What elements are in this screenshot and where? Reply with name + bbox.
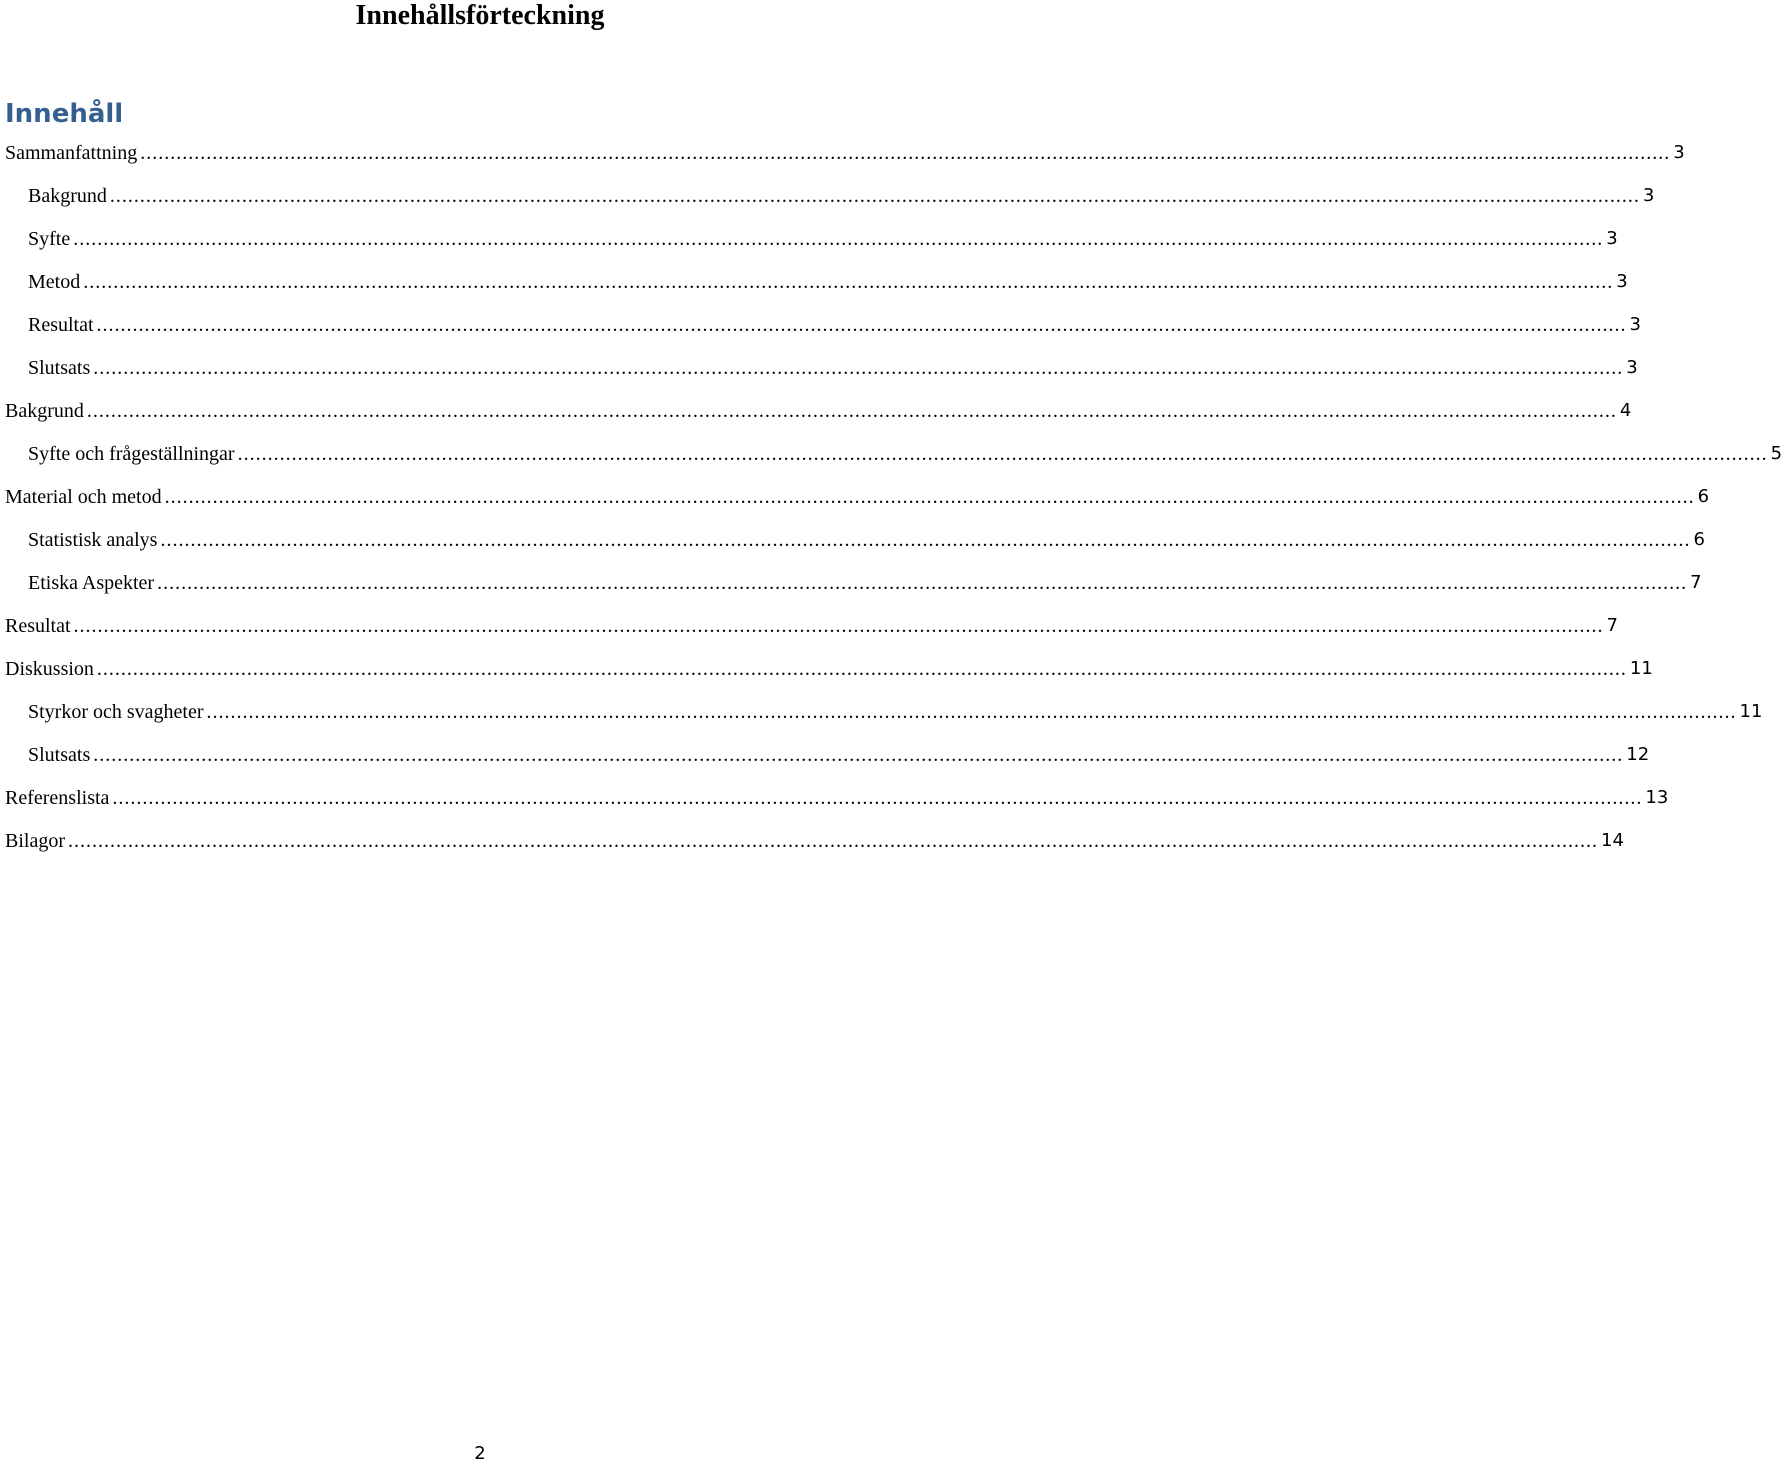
toc-leader-dots: ............................................................................................................................................................................................................................................................... [206,701,1737,723]
toc-entry-page: 14 [1601,830,1624,851]
toc-leader-dots: ............................................................................................................................................................................................................................................................... [93,744,1624,766]
toc-leader-dots: ............................................................................................................................................................................................................................................................... [96,658,1627,680]
toc-entry-label: Etiska Aspekter [28,572,155,594]
toc-entry-page: 11 [1739,701,1763,722]
toc-leader-dots: ............................................................................................................................................................................................................................................................... [86,400,1617,422]
toc-entry-label: Resultat [28,314,94,336]
toc-entry-styrkor-och-svagheter[interactable] [28,694,1763,724]
toc-entry-page: 6 [1693,529,1705,550]
toc-leader-dots: ............................................................................................................................................................................................................................................................... [112,787,1643,809]
toc-leader-dots: ............................................................................................................................................................................................................................................................... [73,615,1604,637]
toc-entry-metod[interactable] [28,264,1628,294]
toc-entry-label: Resultat [5,615,71,637]
toc-entry-label: Statistisk analys [28,529,158,551]
toc-leader-dots: ............................................................................................................................................................................................................................................................... [140,142,1671,164]
toc-entry-page: 3 [1616,271,1628,292]
toc-entry-resultat-sub[interactable] [28,307,1641,337]
document-title: Innehållsförteckning [355,0,605,31]
toc-entry-bakgrund[interactable] [5,393,1632,423]
toc-leader-dots: ............................................................................................................................................................................................................................................................... [93,357,1624,379]
toc-entry-etiska-aspekter[interactable] [28,565,1702,595]
toc-entry-page: 7 [1690,572,1702,593]
toc-entry-statistisk-analys[interactable] [28,522,1705,552]
toc-entry-material-och-metod[interactable] [5,479,1710,509]
toc-leader-dots: ............................................................................................................................................................................................................................................................... [109,185,1640,207]
toc-entry-page: 7 [1606,615,1618,636]
toc-entry-page: 11 [1629,658,1653,679]
toc-leader-dots: ............................................................................................................................................................................................................................................................... [164,486,1695,508]
toc-entry-label: Slutsats [28,744,91,766]
toc-entry-page: 3 [1606,228,1618,249]
toc-heading: Innehåll [5,99,124,129]
toc-entry-label: Metod [28,271,81,293]
toc-entry-label: Sammanfattning [5,142,138,164]
toc-entry-page: 3 [1629,314,1641,335]
toc-entry-bakgrund-sub[interactable] [28,178,1655,208]
toc-entry-syfte-och-fragestallningar[interactable] [28,436,1782,466]
toc-entry-page: 3 [1642,185,1655,206]
toc-leader-dots: ............................................................................................................................................................................................................................................................... [237,443,1768,465]
toc-entry-page: 12 [1626,744,1650,765]
toc-entry-label: Referenslista [5,787,110,809]
toc-entry-page: 13 [1645,787,1669,808]
toc-entry-page: 4 [1619,400,1632,421]
toc-leader-dots: ............................................................................................................................................................................................................................................................... [73,228,1604,250]
toc-leader-dots: ............................................................................................................................................................................................................................................................... [83,271,1614,293]
toc-entry-bilagor[interactable] [5,823,1624,853]
toc-entry-label: Bakgrund [28,185,107,207]
toc-entry-syfte[interactable] [28,221,1618,251]
toc-entry-referenslista[interactable] [5,780,1669,810]
toc-leader-dots: ............................................................................................................................................................................................................................................................... [157,572,1688,594]
toc-entry-label: Styrkor och svagheter [28,701,204,723]
toc-entry-sammanfattning[interactable] [5,135,1685,165]
toc-entry-label: Bakgrund [5,400,84,422]
toc-entry-label: Syfte och frågeställningar [28,443,235,465]
toc-entry-slutsats[interactable] [28,737,1650,767]
toc-entry-page: 5 [1770,443,1782,464]
toc-entry-label: Bilagor [5,830,65,852]
toc-entry-slutsats-sub[interactable] [28,350,1638,380]
toc-entry-label: Diskussion [5,658,94,680]
toc-entry-label: Material och metod [5,486,162,508]
toc-entry-page: 6 [1697,486,1710,507]
toc-entry-label: Syfte [28,228,71,250]
toc-leader-dots: ............................................................................................................................................................................................................................................................... [160,529,1691,551]
toc-entry-diskussion[interactable] [5,651,1653,681]
toc-entry-page: 3 [1626,357,1638,378]
toc-entry-resultat[interactable] [5,608,1618,638]
toc-leader-dots: ............................................................................................................................................................................................................................................................... [96,314,1627,336]
page-number: 2 [474,1443,486,1464]
toc-entry-page: 3 [1673,142,1685,163]
toc-entry-label: Slutsats [28,357,91,379]
toc-leader-dots: ............................................................................................................................................................................................................................................................... [68,830,1598,852]
